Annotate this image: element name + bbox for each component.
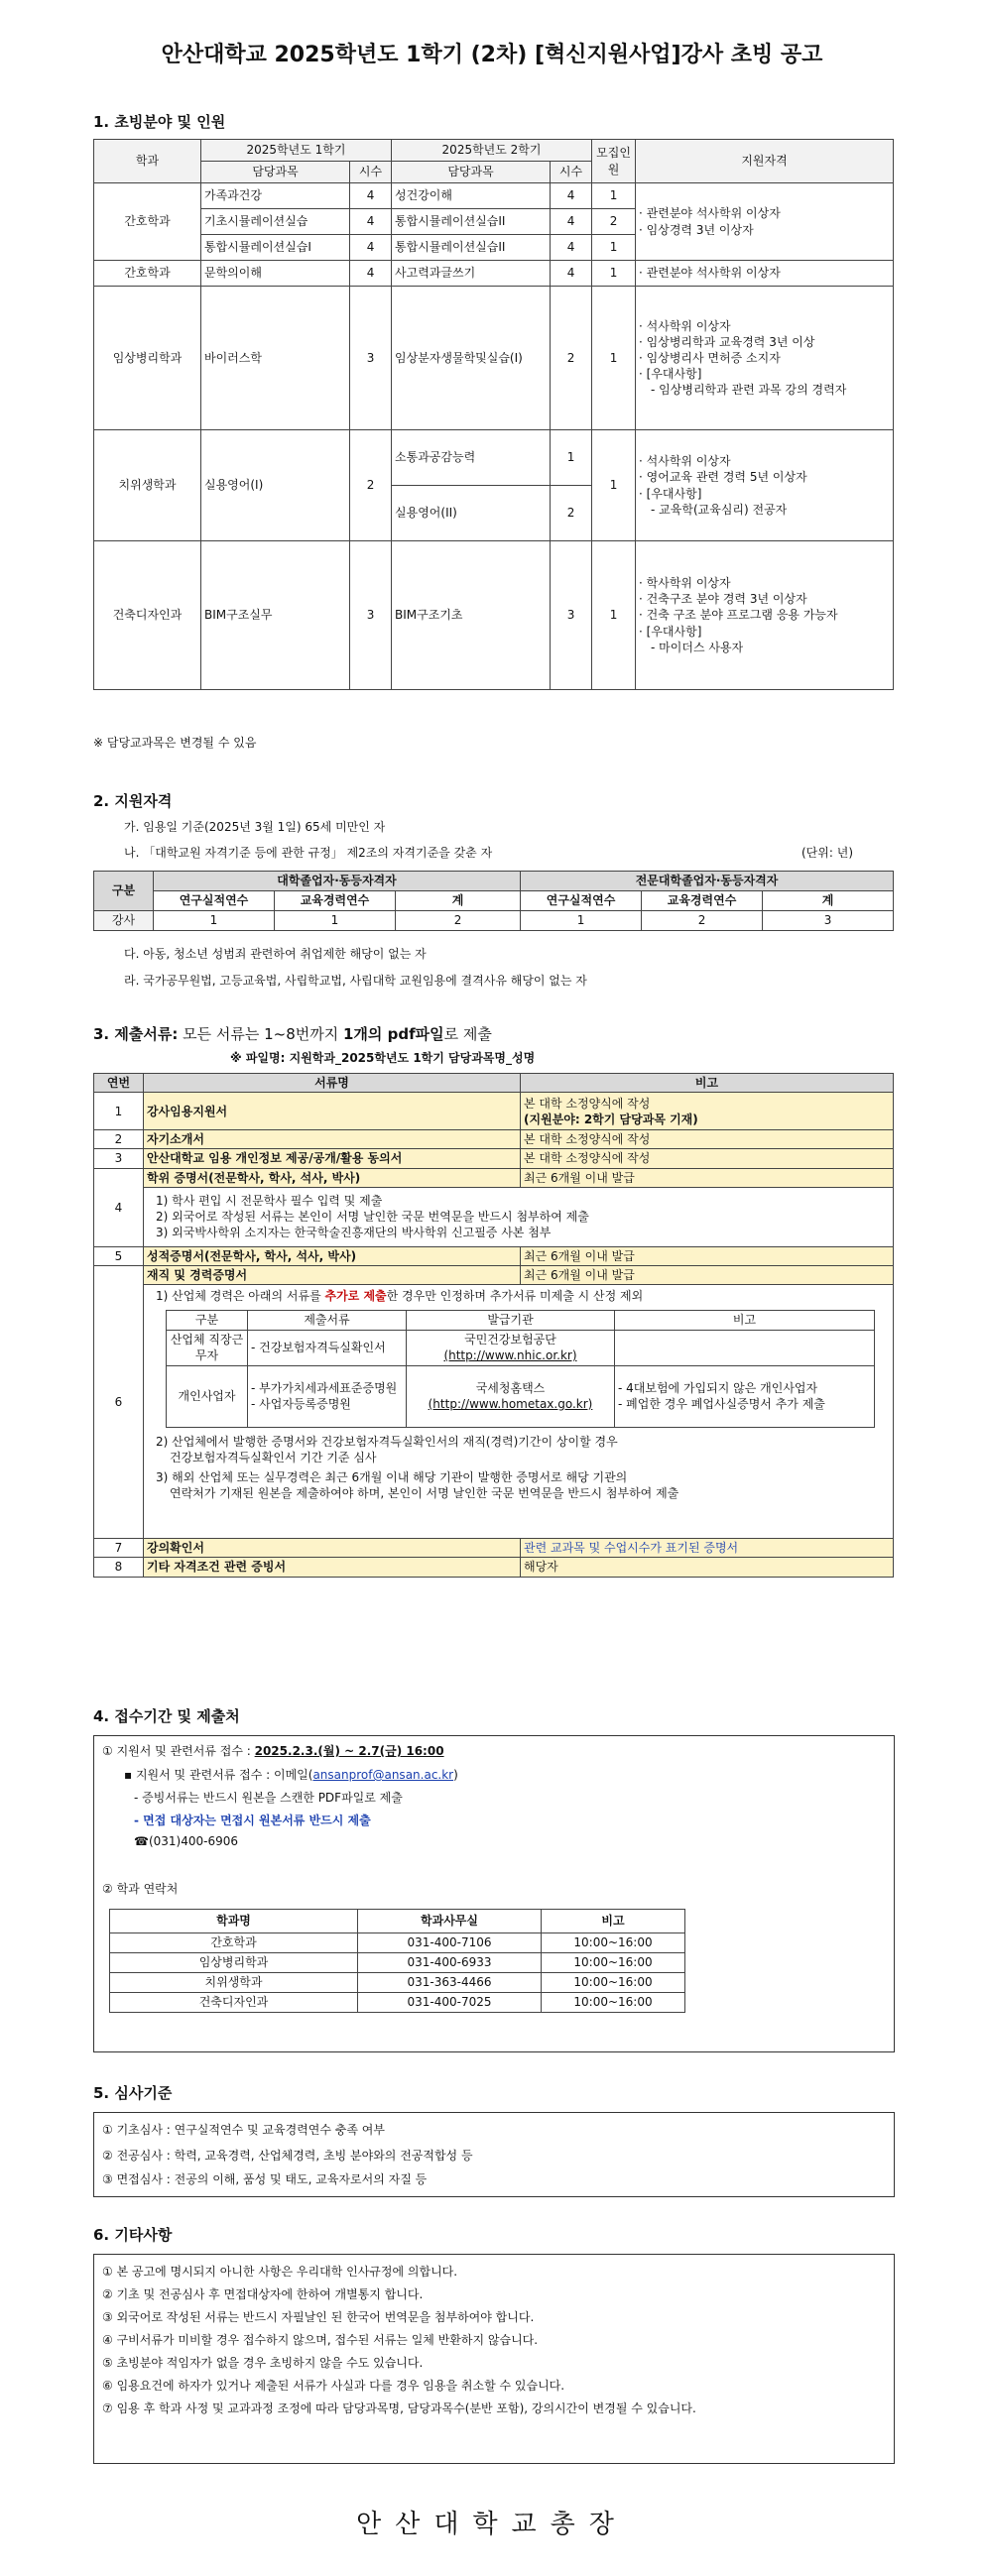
detail-line: 1) 학사 편입 시 전문학사 필수 입력 및 제출 (156, 1193, 383, 1208)
table-row (110, 1973, 685, 1993)
section-1-note: ※ 담당교과목은 변경될 수 있음 (93, 736, 257, 750)
sub-cell (248, 1365, 407, 1427)
table-row (94, 287, 894, 430)
hours-cell: 4 (350, 209, 392, 235)
sub-line: - 부가가치세과세표준증명원 (251, 1380, 398, 1395)
course-cell: 문학의이해 (201, 261, 350, 287)
section-1-heading: 1. 초빙분야 및 인원 (93, 113, 226, 131)
hours-cell: 4 (350, 235, 392, 261)
section-5-heading: 5. 심사기준 (93, 2084, 173, 2102)
qual-cell: · 관련분야 석사학위 이상자 (636, 261, 894, 287)
row-no: 5 (94, 1246, 144, 1265)
header-doc: 서류명 (144, 1074, 521, 1093)
row-no: 8 (94, 1558, 144, 1577)
dept-cell: 임상병리학과 (94, 287, 201, 430)
course-cell: 성건강이해 (392, 183, 551, 209)
issuer-name: 국민건강보험공단 (464, 1332, 556, 1347)
recruit-cell: 1 (592, 261, 636, 287)
sub-line: - 폐업한 경우 폐업사실증명서 추가 제출 (618, 1397, 825, 1411)
course-cell: 사고력과글쓰기 (392, 261, 551, 287)
dept-name: 간호학과 (110, 1933, 358, 1953)
course-cell: 통합시뮬레이션실습II (392, 235, 551, 261)
dept-cell: 치위생학과 (94, 430, 201, 541)
doc-name: 학위 증명서(전문학사, 학사, 석사, 박사) (144, 1168, 521, 1187)
sub-cell (615, 1365, 875, 1427)
header-no: 연번 (94, 1074, 144, 1093)
doc-name: 안산대학교 임용 개인정보 제공/공개/활용 동의서 (144, 1149, 521, 1168)
dept-hours: 10:00~16:00 (542, 1933, 685, 1953)
qual-item: · 임상병리사 면허증 소지자 (639, 350, 781, 365)
doc-name: 강의확인서 (144, 1539, 521, 1558)
table-row (94, 1093, 894, 1130)
recruit-cell: 2 (592, 209, 636, 235)
hours-cell: 3 (551, 541, 592, 690)
table-row (94, 1265, 894, 1284)
qual-item: · 건축 구조 분야 프로그램 응용 가능자 (639, 608, 838, 623)
header-sum: 계 (763, 891, 894, 911)
detail-line: 3) 외국박사학위 소지자는 한국학술진흥재단의 박사학위 신고필증 사본 첨부 (156, 1226, 552, 1240)
header-recruit: 모집인원 (592, 140, 636, 183)
header-hours2: 시수 (551, 162, 592, 183)
detail-text: 한 경우만 인정하며 추가서류 미제출 시 산정 제외 (386, 1289, 644, 1304)
dept-name: 치위생학과 (110, 1973, 358, 1993)
table-row (110, 1953, 685, 1973)
qualification-table (93, 871, 894, 931)
misc-list (102, 2261, 886, 2420)
issuer-name: 국세청홈택스 (475, 1380, 546, 1395)
dept-name: 임상병리학과 (110, 1953, 358, 1973)
email-label: ▪ 지원서 및 관련서류 접수 : 이메일( (124, 1768, 313, 1782)
recruit-cell: 1 (592, 183, 636, 209)
table-row (94, 1149, 894, 1168)
dept-cell: 건축디자인과 (94, 541, 201, 690)
header-div: 구분 (94, 872, 154, 911)
doc-note: 최근 6개월 이내 발급 (521, 1246, 894, 1265)
section-3-heading (93, 1023, 492, 1044)
table-row (94, 1558, 894, 1577)
course-cell: BIM구조기초 (392, 541, 551, 690)
value-cell: 3 (763, 911, 894, 931)
value-cell: 2 (642, 911, 763, 931)
sub-header: 비고 (615, 1311, 875, 1330)
email-close: ) (453, 1768, 458, 1782)
list-item: ② 기초 및 전공심사 후 면접대상자에 한하여 개별통지 합니다. (102, 2287, 424, 2301)
sub-cell: 개인사업자 (167, 1365, 248, 1427)
qualification-na: 나. 「대학교원 자격기준 등에 관한 규정」 제2조의 자격기준을 갖춘 자 (124, 846, 493, 860)
list-item: ⑤ 초빙분야 적임자가 없을 경우 초빙하지 않을 수도 있습니다. (102, 2356, 424, 2370)
dept-hours: 10:00~16:00 (542, 1993, 685, 2013)
sub-cell (615, 1330, 875, 1365)
table-row (94, 1187, 894, 1246)
detail-text: 1) 산업체 경력은 아래의 서류를 (156, 1289, 325, 1304)
hours-cell: 4 (551, 261, 592, 287)
header-office: 학과사무실 (358, 1910, 542, 1933)
qual-item: - 임상병리학과 관련 과목 강의 경력자 (651, 383, 847, 398)
sub-line: - 4대보험에 가입되지 않은 개인사업자 (618, 1380, 818, 1395)
doc-note: 해당자 (521, 1558, 894, 1577)
doc-detail (144, 1285, 894, 1539)
course-cell: 가족과건강 (201, 183, 350, 209)
misc-box (93, 2254, 895, 2464)
dept-cell: 간호학과 (94, 183, 201, 261)
submission-period (102, 1742, 444, 1759)
row-no: 7 (94, 1539, 144, 1558)
sub-line: - 사업자등록증명원 (251, 1397, 351, 1411)
hours-cell: 4 (350, 261, 392, 287)
table-row (94, 430, 894, 486)
qualification-ra: 라. 국가공무원법, 고등교육법, 사립학교법, 사립대학 교원임용에 결격사유 해당이 없는 자 (124, 974, 587, 988)
qual-item: · 학사학위 이상자 (639, 576, 731, 591)
qual-item: - 교육학(교육심리) 전공자 (651, 502, 788, 517)
table-row (110, 1993, 685, 2013)
header-sum: 계 (396, 891, 521, 911)
eval-basic: ① 기초심사 : 연구실적연수 및 교육경력연수 충족 여부 (102, 2123, 385, 2137)
issuer-signature: 안산대학교총장 (356, 2510, 628, 2539)
doc-note: 관련 교과목 및 수업시수가 표기된 증명서 (521, 1539, 894, 1558)
heading-text: 모든 서류는 1~8번까지 (178, 1025, 343, 1043)
detail-highlight: 추가로 제출 (324, 1289, 387, 1304)
dept-hours: 10:00~16:00 (542, 1953, 685, 1973)
list-item: ① 본 공고에 명시되지 아니한 사항은 우리대학 인사규정에 의합니다. (102, 2265, 458, 2279)
submission-note: - 증빙서류는 반드시 원본을 스캔한 PDF파일로 제출 (134, 1791, 403, 1805)
qual-item: · [우대사항] (639, 486, 702, 501)
row-no: 4 (94, 1168, 144, 1246)
heading-end: 로 제출 (443, 1025, 492, 1043)
sub-header: 발급기관 (407, 1311, 615, 1330)
row-label: 강사 (94, 911, 154, 931)
doc-name: 자기소개서 (144, 1130, 521, 1149)
row-no: 6 (94, 1265, 144, 1538)
doc-detail (144, 1187, 894, 1246)
qual-item: - 마이더스 사용자 (651, 640, 744, 654)
table-row (94, 1285, 894, 1539)
hours-cell: 4 (551, 209, 592, 235)
table-row (94, 541, 894, 690)
qual-item: · 건축구조 분야 경력 3년 이상자 (639, 592, 807, 607)
row-no: 2 (94, 1130, 144, 1149)
table-row (94, 911, 894, 931)
period-label: ① 지원서 및 관련서류 접수 : (102, 1744, 255, 1758)
recruit-cell: 1 (592, 235, 636, 261)
dept-contact-table (109, 1909, 685, 2013)
unit-label: (단위: 년) (801, 846, 853, 860)
header-dept: 학과 (94, 140, 201, 183)
doc-note: 최근 6개월 이내 발급 (521, 1168, 894, 1187)
sub-header: 구분 (167, 1311, 248, 1330)
header-edu: 교육경력연수 (275, 891, 396, 911)
qual-item: · 석사학위 이상자 (639, 318, 731, 333)
recruit-cell: 1 (592, 430, 636, 541)
section-6-heading: 6. 기타사항 (93, 2226, 173, 2244)
header-dept: 학과명 (110, 1910, 358, 1933)
course-cell: 실용영어(I) (201, 430, 350, 541)
doc-note: 본 대학 소정양식에 작성 (521, 1149, 894, 1168)
table-row (94, 183, 894, 209)
sub-cell: 산업체 직장근무자 (167, 1330, 248, 1365)
detail-line (156, 1288, 885, 1304)
table-row (94, 1168, 894, 1187)
recruit-cell: 1 (592, 287, 636, 430)
hours-cell: 3 (350, 541, 392, 690)
qual-item: · 영어교육 관련 경력 5년 이상자 (639, 470, 807, 485)
sub-cell (407, 1330, 615, 1365)
documents-table (93, 1073, 894, 1578)
dept-cell: 간호학과 (94, 261, 201, 287)
detail-line: 건강보험자격득실확인서 기간 기준 심사 (170, 1450, 377, 1464)
value-cell: 2 (396, 911, 521, 931)
sub-cell: - 건강보험자격득실확인서 (248, 1330, 407, 1365)
dept-name: 건축디자인과 (110, 1993, 358, 2013)
course-cell: 소통과공감능력 (392, 430, 551, 486)
hours-cell: 2 (551, 287, 592, 430)
qualification-da: 다. 아동, 청소년 성범죄 관련하여 취업제한 해당이 없는 자 (124, 947, 427, 961)
doc-note (521, 1093, 894, 1130)
header-course2: 담당과목 (392, 162, 551, 183)
detail-line: 연락처가 기재된 원본을 제출하여야 하며, 본인이 서명 날인한 국문 번역문을 반드시 첨부하여 제출 (170, 1486, 679, 1501)
course-cell: BIM구조실무 (201, 541, 350, 690)
header-course: 담당과목 (201, 162, 350, 183)
header-coll: 전문대학졸업자·동등자격자 (521, 872, 894, 891)
filename-rule: ※ 파일명: 지원학과_2025학년도 1학기 담당과목명_성명 (230, 1051, 536, 1065)
list-item: ③ 외국어로 작성된 서류는 반드시 자필날인 된 한국어 번역문을 첨부하여야 합니다. (102, 2310, 535, 2324)
value-cell: 1 (275, 911, 396, 931)
dept-hours: 10:00~16:00 (542, 1973, 685, 1993)
doc-note: 최근 6개월 이내 발급 (521, 1265, 894, 1284)
submission-note-interview: - 면접 대상자는 면접시 원본서류 반드시 제출 (134, 1814, 371, 1827)
course-cell: 기초시뮬레이션실습 (201, 209, 350, 235)
qual-item: · 석사학위 이상자 (639, 454, 731, 469)
table-row (94, 1130, 894, 1149)
dept-phone: 031-400-7025 (358, 1993, 542, 2013)
table-row (94, 1246, 894, 1265)
dept-phone: 031-363-4466 (358, 1973, 542, 1993)
sub-cell (407, 1365, 615, 1427)
list-item: ④ 구비서류가 미비할 경우 접수하지 않으며, 접수된 서류는 일체 반환하지 않습니다. (102, 2333, 539, 2347)
heading-bold: 1개의 pdf파일 (342, 1025, 444, 1043)
note-line: 본 대학 소정양식에 작성 (524, 1096, 651, 1111)
value-cell: 1 (154, 911, 275, 931)
submission-email (124, 1766, 458, 1783)
table-row (110, 1933, 685, 1953)
section-2-heading: 2. 지원자격 (93, 792, 173, 810)
issuer-link[interactable]: (http://www.hometax.go.kr) (428, 1397, 593, 1411)
detail-line: 2) 산업체에서 발행한 증명서와 건강보험자격득실확인서의 재직(경력)기간이 상이할 경우 (156, 1434, 618, 1449)
evaluation-box (93, 2112, 895, 2197)
industry-table (166, 1310, 875, 1427)
course-cell: 통합시뮬레이션실습II (392, 209, 551, 235)
qual-cell (636, 287, 894, 430)
doc-name: 성적증명서(전문학사, 학사, 석사, 박사) (144, 1246, 521, 1265)
doc-name: 강사임용지원서 (144, 1093, 521, 1130)
qual-cell (636, 430, 894, 541)
course-cell: 실용영어(II) (392, 486, 551, 541)
header-sem2: 2025학년도 2학기 (392, 140, 592, 162)
section-4-heading: 4. 접수기간 및 제출처 (93, 1707, 240, 1725)
hours-cell: 4 (551, 235, 592, 261)
hours-cell: 4 (551, 183, 592, 209)
issuer-link[interactable]: (http://www.nhic.or.kr) (443, 1348, 577, 1362)
period-value: 2025.2.3.(월) ~ 2.7(금) 16:00 (254, 1744, 444, 1758)
dept-phone: 031-400-7106 (358, 1933, 542, 1953)
qual-item: · 임상병리학과 교육경력 3년 이상 (639, 334, 815, 349)
doc-note: 본 대학 소정양식에 작성 (521, 1130, 894, 1149)
header-univ: 대학졸업자·동등자격자 (154, 872, 521, 891)
list-item: ⑦ 임용 후 학과 사정 및 교과과정 조정에 따라 담당과목명, 담당과목수(분반 포함), 강의시간이 변경될 수 있습니다. (102, 2401, 696, 2415)
course-cell: 통합시뮬레이션실습I (201, 235, 350, 261)
qual-item: · [우대사항] (639, 367, 702, 382)
hours-cell: 1 (551, 430, 592, 486)
heading-label: 3. 제출서류: (93, 1025, 179, 1043)
qual-item: · 임상경력 3년 이상자 (639, 222, 754, 237)
recruit-table (93, 139, 894, 690)
doc-name: 기타 자격조건 관련 증빙서 (144, 1558, 521, 1577)
phone-number: ☎(031)400-6906 (134, 1834, 238, 1848)
row-no: 1 (94, 1093, 144, 1130)
qual-cell (636, 541, 894, 690)
hours-cell: 4 (350, 183, 392, 209)
recruit-cell: 1 (592, 541, 636, 690)
header-sem1: 2025학년도 1학기 (201, 140, 392, 162)
submission-box (93, 1735, 895, 2052)
detail-line: 3) 해외 산업체 또는 실무경력은 최근 6개월 이내 해당 기관이 발행한 증명서로 해당 기관의 (156, 1469, 628, 1484)
eval-major: ② 전공심사 : 학력, 교육경력, 산업체경력, 초빙 분야와의 전공적합성 등 (102, 2149, 473, 2163)
header-res: 연구실적연수 (154, 891, 275, 911)
course-cell: 바이러스학 (201, 287, 350, 430)
hours-cell: 2 (350, 430, 392, 541)
qual-item: · [우대사항] (639, 624, 702, 639)
list-item: ⑥ 임용요건에 하자가 있거나 제출된 서류가 사실과 다를 경우 임용을 취소할 수 있습니다. (102, 2379, 565, 2393)
course-cell: 임상분자생물학및실습(I) (392, 287, 551, 430)
value-cell: 1 (521, 911, 642, 931)
header-note: 비고 (542, 1910, 685, 1933)
hours-cell: 2 (551, 486, 592, 541)
doc-name: 재직 및 경력증명서 (144, 1265, 521, 1284)
note-line: (지원분야: 2학기 담당과목 기재) (524, 1112, 698, 1126)
detail-line: 2) 외국어로 작성된 서류는 본인이 서명 날인한 국문 번역문을 반드시 첨부하여 제출 (156, 1210, 589, 1225)
header-edu: 교육경력연수 (642, 891, 763, 911)
qual-cell (636, 183, 894, 261)
page-title: 안산대학교 2025학년도 1학기 (2차) [혁신지원사업]강사 초빙 공고 (161, 43, 823, 67)
dept-phone: 031-400-6933 (358, 1953, 542, 1973)
hours-cell: 3 (350, 287, 392, 430)
qual-item: · 관련분야 석사학위 이상자 (639, 206, 781, 221)
row-no: 3 (94, 1149, 144, 1168)
header-hours: 시수 (350, 162, 392, 183)
table-row (94, 261, 894, 287)
email-link[interactable]: ansanprof@ansan.ac.kr (312, 1768, 454, 1782)
eval-interview: ③ 면접심사 : 전공의 이해, 품성 및 태도, 교육자로서의 자질 등 (102, 2172, 428, 2186)
header-res: 연구실적연수 (521, 891, 642, 911)
dept-contact-label: ② 학과 연락처 (102, 1882, 179, 1896)
qualification-ga: 가. 임용일 기준(2025년 3월 1일) 65세 미만인 자 (124, 820, 386, 834)
table-row (94, 1539, 894, 1558)
header-note: 비고 (521, 1074, 894, 1093)
sub-header: 제출서류 (248, 1311, 407, 1330)
header-qual: 지원자격 (636, 140, 894, 183)
